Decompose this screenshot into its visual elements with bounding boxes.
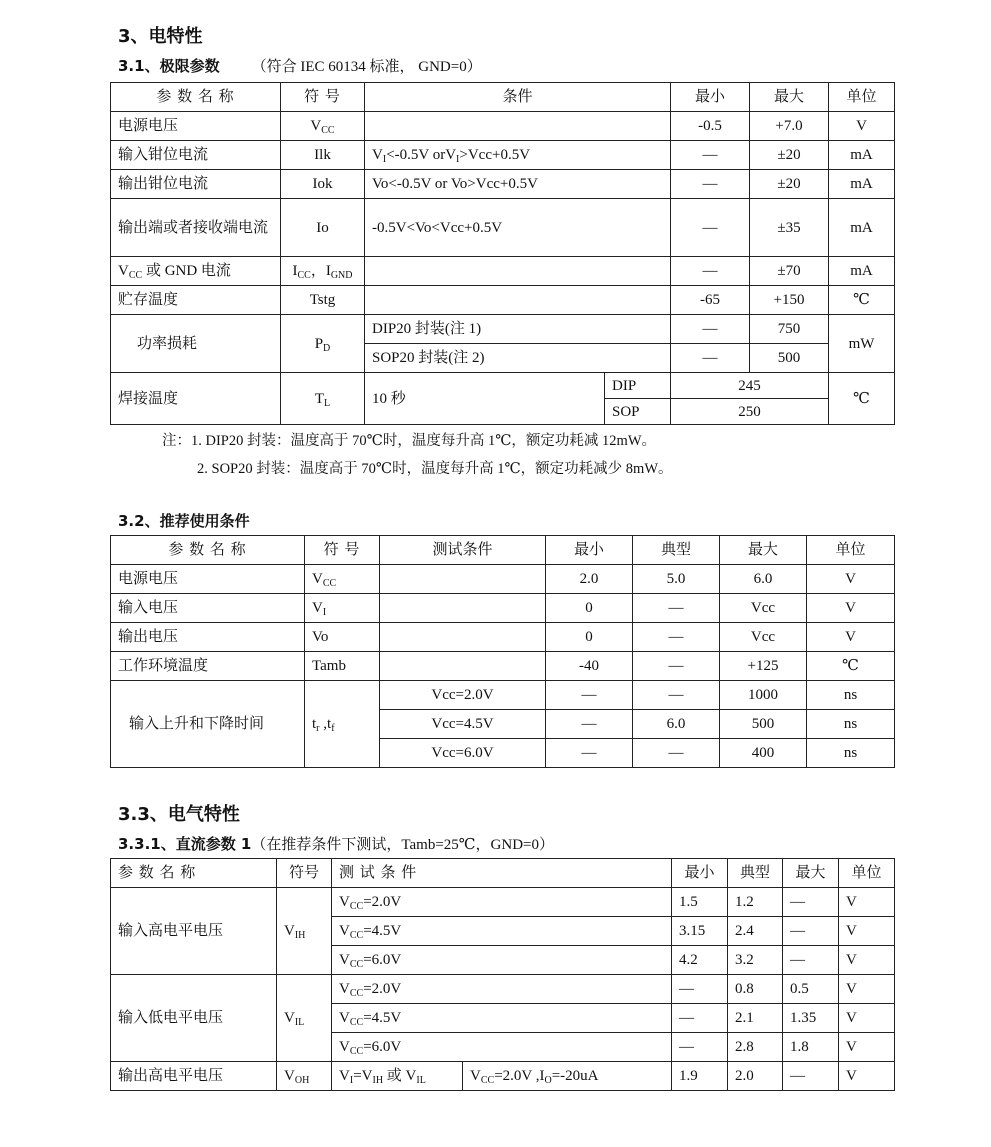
table-row: [111, 112, 895, 141]
param-max: 400: [720, 739, 807, 768]
param-symbol: $V_{CC}$: [281, 112, 365, 141]
param-unit: V: [839, 1062, 895, 1091]
param-condition: [380, 652, 546, 681]
param-symbol: Ilk: [281, 141, 365, 170]
param-condition: Vcc=2.0V: [380, 681, 546, 710]
param-symbol: Vo: [305, 623, 380, 652]
param-name: $V_{CC}$ 或 GND 电流: [111, 257, 281, 286]
param-symbol: $V_{IL}$: [277, 975, 332, 1062]
param-typ: 1.2: [728, 888, 783, 917]
header-unit: 单位: [807, 536, 895, 565]
param-name: 输出端或者接收端电流: [111, 199, 281, 257]
param-condition: 10 秒: [365, 373, 605, 425]
header-unit: 单位: [829, 83, 895, 112]
param-unit: mA: [829, 170, 895, 199]
param-typ: —: [633, 623, 720, 652]
param-symbol: $V_{CC}$: [305, 565, 380, 594]
param-min: —: [672, 1033, 728, 1062]
param-min: 4.2: [672, 946, 728, 975]
header-symbol: 符号: [277, 859, 332, 888]
param-typ: 2.4: [728, 917, 783, 946]
param-unit: mW: [829, 315, 895, 373]
param-min: —: [671, 199, 750, 257]
package-label: SOP: [605, 399, 671, 425]
table-row: [111, 315, 895, 344]
table-header-row: [111, 83, 895, 112]
header-min: 最小: [671, 83, 750, 112]
absolute-max-table: [110, 82, 895, 425]
param-max: ±20: [750, 141, 829, 170]
param-condition: [380, 594, 546, 623]
param-min: —: [671, 170, 750, 199]
param-unit: ns: [807, 681, 895, 710]
param-condition-2: $V_{CC}=2.0V$ $,I_O=-20uA$: [463, 1062, 672, 1091]
param-typ: —: [633, 681, 720, 710]
header-typ: 典型: [728, 859, 783, 888]
section-3-3-1-title: 3.3.1、直流参数 1: [118, 835, 252, 853]
param-max: 750: [750, 315, 829, 344]
param-typ: 2.8: [728, 1033, 783, 1062]
param-name: 输入上升和下降时间: [111, 681, 305, 768]
param-min: -0.5: [671, 112, 750, 141]
param-condition: Vo<-0.5V or Vo>Vcc+0.5V: [365, 170, 671, 199]
param-symbol: $V_{IH}$: [277, 888, 332, 975]
param-condition: Vcc=6.0V: [380, 739, 546, 768]
table-row: [111, 975, 895, 1004]
section-3-1-heading: [118, 55, 482, 76]
section-3-2-title: 3.2、推荐使用条件: [118, 512, 250, 530]
header-min: 最小: [672, 859, 728, 888]
param-typ: —: [633, 739, 720, 768]
param-min: —: [671, 141, 750, 170]
header-max: 最大: [783, 859, 839, 888]
param-unit: ℃: [807, 652, 895, 681]
param-max: +150: [750, 286, 829, 315]
param-min: —: [672, 1004, 728, 1033]
param-name: 贮存温度: [111, 286, 281, 315]
param-condition: $V_{CC}=6.0V$: [332, 1033, 672, 1062]
param-max: 1.35: [783, 1004, 839, 1033]
param-condition: $V_{CC}=2.0V$: [332, 975, 672, 1004]
param-max: —: [783, 917, 839, 946]
header-param-name: 参 数 名 称: [111, 536, 305, 565]
header-test-condition: 测 试 条 件: [332, 859, 672, 888]
param-max: ±20: [750, 170, 829, 199]
header-condition: 条件: [365, 83, 671, 112]
param-condition: [365, 286, 671, 315]
param-unit: ℃: [829, 373, 895, 425]
table-row: [111, 888, 895, 917]
table-row: [111, 257, 895, 286]
param-min: -65: [671, 286, 750, 315]
param-typ: 3.2: [728, 946, 783, 975]
param-max: 1.8: [783, 1033, 839, 1062]
param-unit: ℃: [829, 286, 895, 315]
table-row: [111, 565, 895, 594]
param-unit: mA: [829, 199, 895, 257]
param-name: 工作环境温度: [111, 652, 305, 681]
param-name: 输出钳位电流: [111, 170, 281, 199]
section-3-3-title: 3.3、电气特性: [118, 804, 240, 825]
param-min: 2.0: [546, 565, 633, 594]
param-condition: DIP20 封装(注 1): [365, 315, 671, 344]
table-row: [111, 652, 895, 681]
section-3-1-title: 3.1、极限参数: [118, 57, 220, 75]
param-unit: V: [839, 1004, 895, 1033]
param-condition: [365, 257, 671, 286]
param-min: —: [671, 257, 750, 286]
param-unit: ns: [807, 710, 895, 739]
param-min: 1.5: [672, 888, 728, 917]
param-condition: [380, 565, 546, 594]
param-typ: 6.0: [633, 710, 720, 739]
param-max: Vcc: [720, 594, 807, 623]
param-typ: 0.8: [728, 975, 783, 1004]
param-unit: V: [829, 112, 895, 141]
header-min: 最小: [546, 536, 633, 565]
param-min: —: [671, 315, 750, 344]
param-condition: -0.5V<Vo<Vcc+0.5V: [365, 199, 671, 257]
param-unit: V: [807, 623, 895, 652]
param-max: —: [783, 888, 839, 917]
param-min: —: [672, 975, 728, 1004]
param-typ: 2.0: [728, 1062, 783, 1091]
header-param-name: 参 数 名 称: [111, 859, 277, 888]
param-min: 1.9: [672, 1062, 728, 1091]
param-condition: $V_{CC}=6.0V$: [332, 946, 672, 975]
table-header-row: [111, 859, 895, 888]
param-unit: mA: [829, 141, 895, 170]
param-symbol: Iok: [281, 170, 365, 199]
param-condition: SOP20 封装(注 2): [365, 344, 671, 373]
table-row: [111, 141, 895, 170]
param-condition: $V_I<-0.5V$ orV$_I$>Vcc+0.5V: [365, 141, 671, 170]
param-symbol: $T_L$: [281, 373, 365, 425]
param-condition: $V_I=V_{IH}$ 或 $V_{IL}$: [332, 1062, 463, 1091]
param-min: 3.15: [672, 917, 728, 946]
param-name: 输入低电平电压: [111, 975, 277, 1062]
param-symbol: $P_D$: [281, 315, 365, 373]
param-unit: V: [839, 975, 895, 1004]
header-symbol: 符 号: [281, 83, 365, 112]
param-max: 500: [720, 710, 807, 739]
param-max: —: [783, 946, 839, 975]
param-symbol: Io: [281, 199, 365, 257]
note-1: 注：1. DIP20 封装：温度高于 70℃时，温度每升高 1℃，额定功耗减 12mW。: [162, 433, 657, 449]
param-max: —: [783, 1062, 839, 1091]
param-name: 输入高电平电压: [111, 888, 277, 975]
package-label: DIP: [605, 373, 671, 399]
table-row: [111, 286, 895, 315]
param-symbol: $V_I$: [305, 594, 380, 623]
param-typ: 5.0: [633, 565, 720, 594]
param-symbol: $V_{OH}$: [277, 1062, 332, 1091]
header-param-name: 参 数 名 称: [111, 83, 281, 112]
param-min: 0: [546, 594, 633, 623]
table-row: [111, 199, 895, 257]
param-unit: V: [807, 565, 895, 594]
header-test-condition: 测试条件: [380, 536, 546, 565]
param-unit: V: [839, 946, 895, 975]
param-condition: [380, 623, 546, 652]
param-max: 6.0: [720, 565, 807, 594]
param-max: +7.0: [750, 112, 829, 141]
param-min: —: [546, 710, 633, 739]
param-name: 焊接温度: [111, 373, 281, 425]
dc-parameters-table: [110, 858, 895, 1091]
section-3-3-1-heading: [118, 833, 554, 854]
table-row: [111, 623, 895, 652]
param-value: 250: [671, 399, 829, 425]
param-name: 电源电压: [111, 112, 281, 141]
param-min: —: [546, 739, 633, 768]
table-row: [111, 594, 895, 623]
section-3-title: 3、电特性: [118, 26, 203, 47]
param-min: 0: [546, 623, 633, 652]
param-max: +125: [720, 652, 807, 681]
param-name: 输出电压: [111, 623, 305, 652]
param-condition: $V_{CC}=4.5V$: [332, 1004, 672, 1033]
param-condition: [365, 112, 671, 141]
param-unit: V: [839, 888, 895, 917]
param-condition: $V_{CC}=2.0V$: [332, 888, 672, 917]
section-3-1-subtitle: （符合 IEC 60134 标准， GND=0）: [251, 59, 482, 75]
note-2: 2. SOP20 封装：温度高于 70℃时，温度每升高 1℃，额定功耗减少 8mW。: [197, 461, 673, 477]
param-name: 输入电压: [111, 594, 305, 623]
param-max: 1000: [720, 681, 807, 710]
header-symbol: 符 号: [305, 536, 380, 565]
param-typ: 2.1: [728, 1004, 783, 1033]
param-min: -40: [546, 652, 633, 681]
table-row: [111, 373, 895, 399]
param-condition: Vcc=4.5V: [380, 710, 546, 739]
param-typ: —: [633, 594, 720, 623]
param-min: —: [671, 344, 750, 373]
param-max: 0.5: [783, 975, 839, 1004]
param-symbol: $t_r$ $,t_f$: [305, 681, 380, 768]
param-max: 500: [750, 344, 829, 373]
param-unit: ns: [807, 739, 895, 768]
header-unit: 单位: [839, 859, 895, 888]
param-max: Vcc: [720, 623, 807, 652]
header-typ: 典型: [633, 536, 720, 565]
param-unit: V: [839, 917, 895, 946]
table-row: [111, 170, 895, 199]
table-row: [111, 1062, 895, 1091]
recommended-conditions-table: [110, 535, 895, 768]
section-3-3-1-subtitle: （在推荐条件下测试，Tamb=25℃，GND=0）: [251, 837, 555, 853]
param-symbol: $I_{CC}$，$I_{GND}$: [281, 257, 365, 286]
param-symbol: Tamb: [305, 652, 380, 681]
param-symbol: Tstg: [281, 286, 365, 315]
param-name: 输出高电平电压: [111, 1062, 277, 1091]
param-name: 电源电压: [111, 565, 305, 594]
header-max: 最大: [750, 83, 829, 112]
param-max: ±70: [750, 257, 829, 286]
param-unit: V: [839, 1033, 895, 1062]
header-max: 最大: [720, 536, 807, 565]
param-max: ±35: [750, 199, 829, 257]
param-min: —: [546, 681, 633, 710]
param-condition: $V_{CC}=4.5V$: [332, 917, 672, 946]
param-unit: mA: [829, 257, 895, 286]
param-unit: V: [807, 594, 895, 623]
param-name: 输入钳位电流: [111, 141, 281, 170]
param-typ: —: [633, 652, 720, 681]
table-header-row: [111, 536, 895, 565]
param-name: 功率损耗: [111, 315, 281, 373]
table-row: [111, 681, 895, 710]
param-value: 245: [671, 373, 829, 399]
